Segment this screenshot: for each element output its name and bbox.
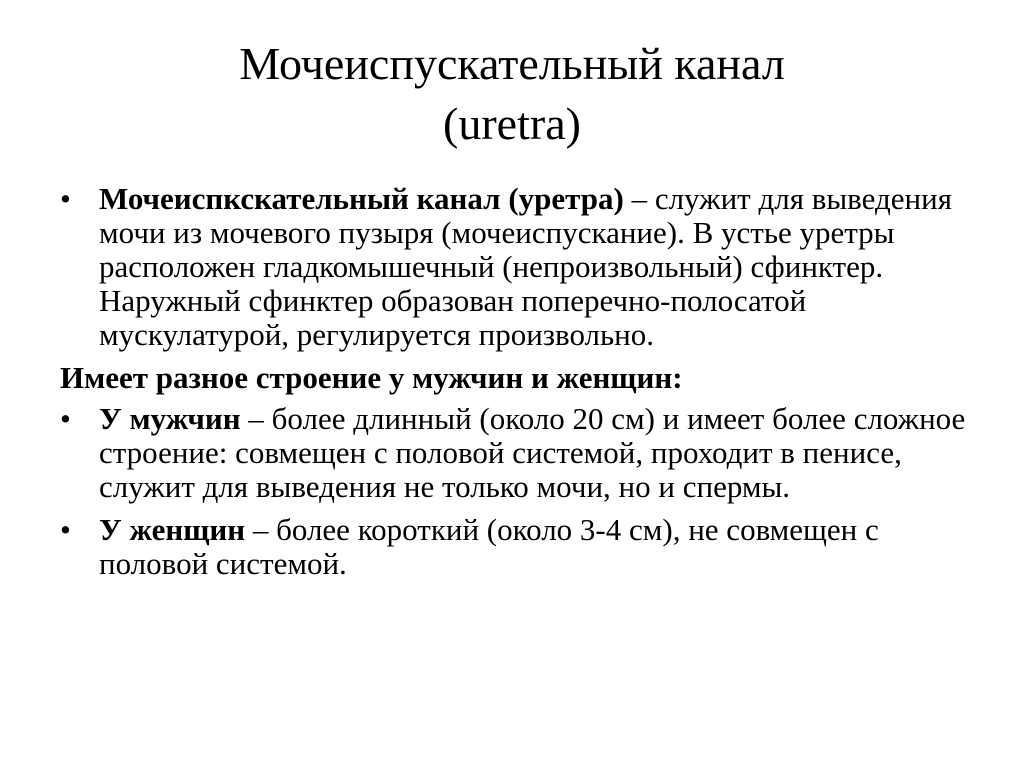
term-urethra: Мочеиспкскательный канал (уретра) [99, 181, 624, 216]
term-men: У мужчин [99, 401, 241, 436]
bullet-item-women [60, 513, 980, 581]
bullet-item-urethra-definition [60, 182, 980, 352]
men-description: – более длинный (около 20 см) и имеет более сложное строение: совмещен с половой системой, проходит в пенисе, служит для выведения не только мочи, но и спермы. [99, 401, 966, 504]
slide-title [60, 34, 964, 154]
bullet-icon: • [60, 401, 71, 436]
slide-body [60, 182, 980, 590]
bullet-item-men [60, 402, 980, 504]
women-description: – более короткий (около 3-4 см), не совмещен с половой системой. [99, 512, 879, 581]
term-women: У женщин [99, 512, 246, 547]
bullet-icon: • [60, 181, 71, 216]
subheading-structure-text: Имеет разное строение у мужчин и женщин: [60, 360, 683, 395]
bullet-icon: • [60, 512, 71, 547]
urethra-description: – служит для выведения мочи из мочевого пузыря (мочеиспускание). В устье уретры расположен гладкомышечный (непроизвольный) сфинктер. Наружный сфинктер образован поперечно-полосатой мускулатурой, регулируется произвольно. [99, 181, 952, 352]
slide-title-line-1: Мочеиспускательный канал [239, 38, 785, 89]
slide-title-line-2: (uretra) [443, 98, 581, 149]
subheading-structure [60, 361, 980, 395]
